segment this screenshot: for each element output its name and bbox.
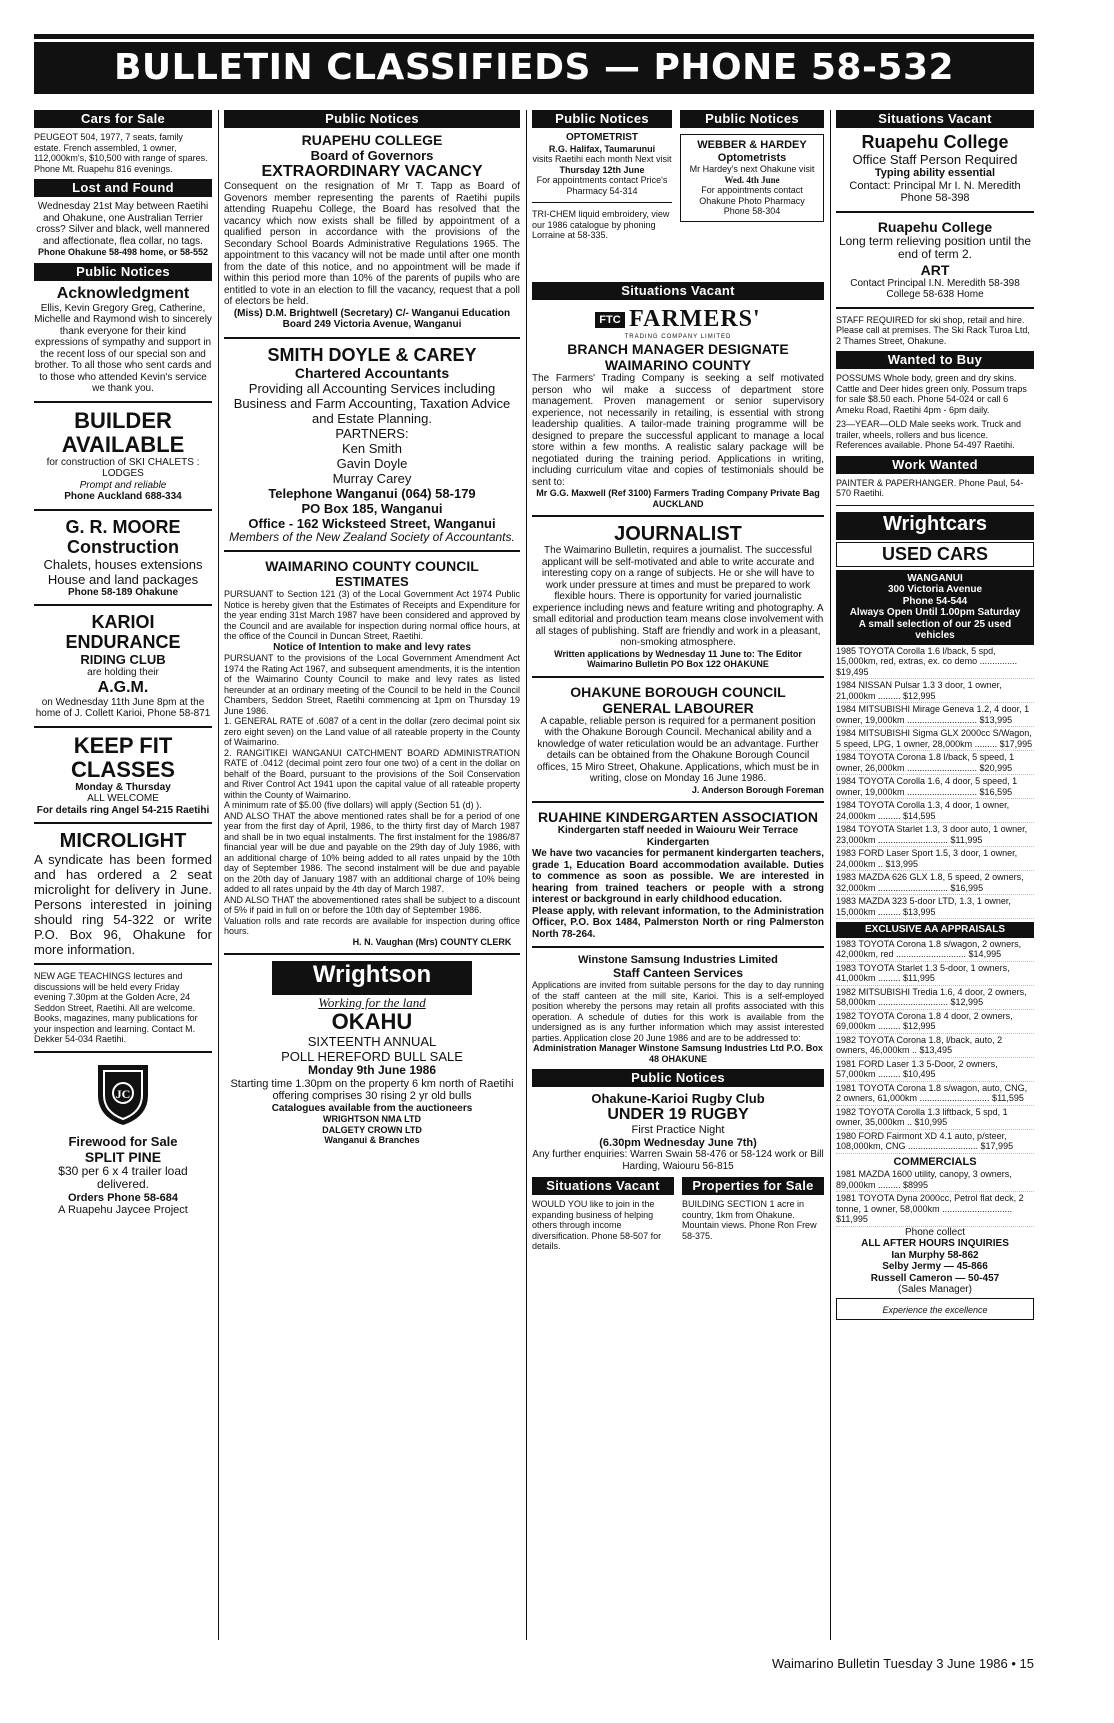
sdc-office: Office - 162 Wicksteed Street, Wanganui bbox=[248, 515, 496, 531]
rc2-contact: Contact Principal I.N. Meredith 58-398 College 58-638 Home bbox=[850, 277, 1020, 300]
sdc-telephone: Telephone Wanganui (064) 58-179 bbox=[268, 485, 476, 501]
rk-title: RUAHINE KINDERGARTEN ASSOCIATION bbox=[537, 809, 818, 825]
car-listing: 1984 TOYOTA Corona 1.8 l/back, 5 speed, 1 owner, 26,000km ............................ $20,995 bbox=[836, 751, 1034, 775]
ack-text: Ellis, Kevin Gregory Greg, Catherine, Michelle and Raymond wish to sincerely thank everyone for their kind expressions of sympathy and support in the recent loss of our special son and brother. To all those who sent cards and to those who attended Kevin's service we thank you. bbox=[34, 302, 212, 394]
possums-ad: POSSUMS Whole body, green and dry skins. Cattle and Deer hides green only. Possum traps for sale $8.50 each. Phone 54-024 or call 6 Ameku Road, Raetihi 4pm - 6pm daily. bbox=[836, 373, 1027, 415]
builder-italic: Prompt and reliable bbox=[79, 479, 167, 491]
firewood-sub: SPLIT PINE bbox=[84, 1148, 162, 1165]
wrightson-logo-text: Wrightson bbox=[312, 961, 432, 988]
rugby-time: (6.30pm Wednesday June 7th) bbox=[599, 1136, 757, 1149]
webber-hardey-box bbox=[680, 134, 824, 222]
car-listing: 1985 TOYOTA Corolla 1.6 l/back, 5 spd, 15,000km, red, extras, ex. co demo ............... $19,495 bbox=[836, 645, 1034, 680]
wcc-para-7: AND ALSO THAT the abovementioned rates shall be subject to a discount of 5% if paid in full on or before the 10th day of September 1986. bbox=[224, 894, 520, 915]
sdc-partner-2: Gavin Doyle bbox=[336, 455, 408, 471]
karioi-title: KARIOI ENDURANCE bbox=[65, 612, 181, 652]
college-title: RUAPEHU COLLEGE bbox=[301, 132, 443, 148]
aa-title: EXCLUSIVE AA APPRAISALS bbox=[864, 924, 1006, 935]
public-notices-header: Public Notices bbox=[532, 110, 672, 128]
car-listing: 1984 MITSUBISHI Sigma GLX 2000cc S/Wagon, 5 speed, LPG, 1 owner, 28,000km ......... $17,995 bbox=[836, 727, 1034, 751]
college-signature: (Miss) D.M. Brightwell (Secretary) C/- Wanganui Education Board 249 Victoria Avenue, Wanganui bbox=[233, 307, 511, 330]
car-listing: 1984 MITSUBISHI Mirage Geneva 1.2, 4 door, 1 owner, 19,000km ............................ $13,995 bbox=[836, 703, 1034, 727]
aa-car-listing: 1982 TOYOTA Corolla 1.3 liftback, 5 spd, 1 owner, 35,000km .. $10,995 bbox=[836, 1106, 1034, 1130]
aa-car-listing: 1983 TOYOTA Corona 1.8 s/wagon, 2 owners, 42,000km, red ............................ $14,995 bbox=[836, 938, 1034, 962]
svg-text:JC: JC bbox=[115, 1086, 131, 1101]
wcc-sub: ESTIMATES bbox=[335, 574, 409, 589]
builder-text: for construction of SKI CHALETS : LODGES bbox=[46, 456, 200, 479]
opt-title: OPTOMETRIST bbox=[565, 132, 639, 143]
wrightson-tagline: Working for the land bbox=[318, 995, 426, 1010]
situations-vacant-header: Situations Vacant bbox=[532, 1177, 674, 1195]
aa-car-listing: 1981 FORD Laser 1.3 5-Door, 2 owners, 57,000km ......... $10,495 bbox=[836, 1058, 1034, 1082]
car-listing: 1983 MAZDA 323 5-door LTD, 1.3, 1 owner, 15,000km ......... $13,995 bbox=[836, 895, 1034, 919]
aa-car-listing: 1980 FORD Fairmont XD 4.1 auto, p/steer, 108,000km, CNG ............................ $17,995 bbox=[836, 1130, 1034, 1154]
college-text: Consequent on the resignation of Mr T. Tapp as Board of Govenors member representing the parents of Raetihi pupils attending Ruapehu College, the Board has resolved that the vacancy which now exists shall be filled by appointment of a qualified person in accordance with the provisions of the Secondary School Boards Administrative Regulations 1965. The appointment to this vacancy will not be made until after one month from the date of this notice, and no appointment will be made if within this period more than 10% of the parents of pupils who are entitled to vote in an election to fill the vacancy, request that a poll of electors be held. bbox=[224, 181, 520, 307]
wcc-signature: H. N. Vaughan (Mrs) COUNTY CLERK bbox=[352, 936, 512, 947]
commercial-list bbox=[836, 1168, 1034, 1227]
moore-phone: Phone 58-189 Ohakune bbox=[67, 586, 179, 598]
public-notices-header: Public Notices bbox=[532, 1069, 824, 1087]
slogan: Experience the excellence bbox=[882, 1304, 988, 1315]
car-listing: 1983 MAZDA 626 GLX 1.8, 5 speed, 2 owners, 32,000km ............................ $16,995 bbox=[836, 871, 1034, 895]
public-notices-header: Public Notices bbox=[34, 263, 212, 281]
bm-text: The Farmers' Trading Company is seeking a self motivated person who wil make a success of department store management. Proven management or senior supervisory experience, not necessarily in retailing, is essential with strong leadership qualities. A tailor-made training programme will be designed to prepare the successful applicant to manage a local store within a few months. A realistic salary package will be negotiated during the training period. Applications in writing, including curriculum vitae and copies of testimonials should be sent to: bbox=[532, 373, 824, 488]
rk-sub: Kindergarten staff needed in Waiouru Weir Terrace Kindergarten bbox=[557, 825, 799, 848]
car-listing: 1983 FORD Laser Sport 1.5, 3 door, 1 owner, 24,000km .. $13,995 bbox=[836, 847, 1034, 871]
car-listing: 1984 TOYOTA Starlet 1.3, 3 door auto, 1 owner, 23,000km ............................ $11,995 bbox=[836, 823, 1034, 847]
microlight-text: A syndicate has been formed and has ordered a 2 seat microlight for delivery in June. Persons interested in joining should ring 54-322 or write P.O. Box 96, Ohakune for more information. bbox=[34, 852, 212, 957]
painter-ad: PAINTER & PAPERHANGER. Phone Paul, 54-570 Raetihi. bbox=[836, 477, 1024, 498]
commercial-listing: 1981 TOYOTA Dyna 2000cc, Petrol flat deck, 2 tonne, 1 owner, 58,000km ............................ $11,995 bbox=[836, 1192, 1034, 1227]
jaycee-emblem bbox=[34, 1059, 212, 1134]
opt-name: R.G. Halifax, Taumarunui bbox=[548, 143, 656, 154]
public-notices-header: Public Notices bbox=[680, 110, 824, 128]
sdc-po-box: PO Box 185, Wanganui bbox=[301, 500, 443, 516]
wcc-para-6: AND ALSO THAT the above mentioned rates shall be for a period of one year from the first day of April, 1986, to the thirty first day of March 1987 and shall be in two equal instalments. The first instalment for the 1986/87 financial year will be due and payable on the 29th day of July 1986, with an additional charge of 10% being added to all rates unpaid by the 10th day of September 1986. The second instalment will be due and payable on the 20th day of January 1987 with an additional charge of 10% being added to all rates unpaid by the 4th day of March 1987. bbox=[224, 810, 520, 894]
okahu-text: Starting time 1.30pm on the property 6 km north of Raetihi offering comprises 30 rising 2 yr old bulls bbox=[230, 1077, 514, 1102]
wcc-para-1: PURSUANT to Section 121 (3) of the Local Government Act 1974 Public Notice is hereby given that the Estimates of Receipts and Expenditure for the year ending 31st March 1987 have been considered and approved by the Council and are available for inspection during normal office hours, at the office of the Council in Duncan Street, Raetihi. bbox=[224, 589, 520, 641]
bm-address: Mr G.G. Maxwell (Ref 3100) Farmers Trading Company Private Bag AUCKLAND bbox=[536, 488, 820, 509]
wc-address: 300 Victoria Avenue bbox=[887, 584, 983, 595]
wcc-para-3: 1. GENERAL RATE of .6087 of a cent in the dollar (zero decimal point six zero eight seven) on the Land value of all rateable property in the County of Waimarino. bbox=[224, 716, 520, 747]
wcc-para-8: Valuation rolls and rate records are available for inspection during office hours. bbox=[224, 915, 520, 936]
column-1 bbox=[34, 110, 212, 1640]
wc-phone: Phone 54-544 bbox=[902, 595, 968, 607]
column-divider bbox=[830, 110, 831, 1640]
obc-text: A capable, reliable person is required for a permanent position with the Ohakune Borough Council. Mechanical ability and a knowledge of water reticulation would be an advantage. Further details can be obtained from the Ohakune Borough Council offices, 15 Miro Street, Ohakune. Applications, which must be in writing, close on Monday 16 June 1986. bbox=[536, 715, 820, 784]
would-you-ad bbox=[532, 1177, 674, 1252]
wcc-para-5: A minimum rate of $5.00 (five dollars) will apply (Section 51 (d) ). bbox=[224, 800, 482, 810]
commercials-title: COMMERCIALS bbox=[893, 1155, 977, 1168]
sdc-sub: Chartered Accountants bbox=[294, 364, 450, 381]
wrightcars-logo-text: Wrightcars bbox=[882, 512, 988, 535]
situations-vacant-header: Situations Vacant bbox=[532, 282, 824, 300]
bm-title: BRANCH MANAGER DESIGNATE WAIMARINO COUNTY bbox=[567, 341, 789, 373]
aa-car-listing: 1982 MITSUBISHI Tredia 1.6, 4 door, 2 owners, 58,000km ............................ $12,995 bbox=[836, 986, 1034, 1010]
page-banner: BULLETIN CLASSIFIEDS — PHONE 58-532 bbox=[34, 42, 1034, 94]
yearold-ad: 23—YEAR—OLD Male seeks work. Truck and trailer, wheels, rollers and bus licence. References available. Phone 54-497 Raetihi. bbox=[836, 419, 1022, 450]
rk-text: We have two vacancies for permanent kindergarten teachers, grade 1, Education Board accommodation available. Duties to commence as soon as possible. We are interested in hearing from trained teachers or people with a strong interest or background in early childhood education. bbox=[532, 848, 824, 905]
wrightcars-logo bbox=[836, 512, 1034, 540]
webber-hardey-ad bbox=[680, 110, 824, 222]
farmers-badge: FTC bbox=[595, 312, 624, 328]
okahu-sub-2: POLL HEREFORD BULL SALE bbox=[281, 1049, 463, 1064]
staff-required-ad: STAFF REQUIRED for ski shop, retail and hire. Please call at premises. The Ski Rack Turoa Ltd, 2 Thames Street, Ohakune. bbox=[836, 314, 1030, 346]
farmers-logo-text: FARMERS' bbox=[629, 306, 761, 332]
sdc-partner-1: Ken Smith bbox=[342, 440, 402, 456]
keepfit-title: KEEP FIT CLASSES bbox=[71, 732, 175, 782]
aa-car-list bbox=[836, 938, 1034, 1154]
aa-car-listing: 1982 TOYOTA Corona 1.8 4 door, 2 owners, 69,000km ......... $12,995 bbox=[836, 1010, 1034, 1034]
sdc-partner-3: Murray Carey bbox=[332, 470, 412, 486]
jaycee-shield-icon bbox=[88, 1059, 158, 1129]
wanted-to-buy-header: Wanted to Buy bbox=[836, 351, 1034, 369]
wrightcars-info bbox=[836, 570, 1034, 645]
column-divider bbox=[526, 110, 527, 1640]
microlight-title: MICROLIGHT bbox=[59, 830, 187, 852]
firewood-sig: A Ruapehu Jaycee Project bbox=[58, 1204, 188, 1216]
okahu-date: Monday 9th June 1986 bbox=[307, 1063, 437, 1077]
properties-for-sale-header: Properties for Sale bbox=[682, 1177, 824, 1195]
newspaper-page bbox=[34, 34, 1034, 1684]
obc-title: OHAKUNE BOROUGH COUNCIL bbox=[570, 683, 786, 700]
aa-car-listing: 1983 TOYOTA Starlet 1.3 5-door, 1 owners, 41,000km ......... $11,995 bbox=[836, 962, 1034, 986]
would-you-text: WOULD YOU like to join in the expanding business of helping others through income diversification. Phone 58-507 for details. bbox=[532, 1199, 662, 1251]
peugeot-ad: PEUGEOT 504, 1977, 7 seats, family estate. French assembled, 1 owner, 112,000km's, $10,500 with range of spares. Phone Mt. Ruapehu 816 evenings. bbox=[34, 132, 208, 174]
wh-sub: Optometrists bbox=[717, 151, 787, 164]
new-age-ad: NEW AGE TEACHINGS lectures and discussions will be held every Friday evening 7.30pm at the Golden Acre, 24 Seddon Street, Raetihi. All are welcome. Books, magazines, many publications for your inspection and learning. Contact M. Dekker 54-034 Raetihi. bbox=[34, 971, 198, 1044]
wh-contact: For appointments contact Ohakune Photo Pharmacy Phone 58-304 bbox=[699, 185, 805, 216]
salesperson-3: Russell Cameron — 50-457 bbox=[870, 1272, 1000, 1284]
salesperson-1: Ian Murphy 58-862 bbox=[891, 1249, 979, 1261]
karioi-text2: on Wednesday 11th June 8pm at the home of J. Collett Karioi, Phone 58-871 bbox=[35, 696, 211, 719]
commercial-listing: 1981 MAZDA 1600 utility, canopy, 3 owners, 89,000km ......... $8995 bbox=[836, 1168, 1034, 1192]
sdc-text: Providing all Accounting Services including Business and Farm Accounting, Taxation Advice and Estate Planning. bbox=[233, 380, 511, 426]
ws-sub: Staff Canteen Services bbox=[612, 965, 744, 980]
aa-car-listing: 1981 TOYOTA Corona 1.8 s/wagon, auto, CNG, 2 owners, 61,000km ............................ $11,595 bbox=[836, 1082, 1034, 1106]
opt-date: Thursday 12th June bbox=[559, 164, 645, 175]
keepfit-welcome: ALL WELCOME bbox=[87, 793, 159, 804]
column-4 bbox=[836, 110, 1034, 1640]
okahu-title: OKAHU bbox=[331, 1009, 413, 1034]
okahu-auctioneer-1: WRIGHTSON NMA LTD bbox=[323, 1114, 421, 1124]
rugby-title: Ohakune-Karioi Rugby Club bbox=[591, 1091, 765, 1106]
okahu-catalogues: Catalogues available from the auctioneers bbox=[271, 1102, 473, 1114]
lost-ad-phone: Phone Ohakune 58-498 home, or 58-552 bbox=[37, 247, 209, 257]
used-cars-label: USED CARS bbox=[881, 543, 988, 564]
aa-appraisals-header bbox=[836, 922, 1034, 938]
builder-title: BUILDER AVAILABLE bbox=[61, 407, 185, 457]
karioi-agm: A.G.M. bbox=[97, 678, 149, 696]
wh-title: WEBBER & HARDEY bbox=[697, 139, 807, 151]
slogan-box bbox=[836, 1298, 1034, 1320]
wh-text: Mr Hardey's next Ohakune visit bbox=[689, 164, 815, 174]
page-footer: Waimarino Bulletin Tuesday 3 June 1986 • 15 bbox=[771, 1656, 1034, 1671]
building-section-ad bbox=[682, 1177, 824, 1241]
aa-car-listing: 1982 TOYOTA Corona 1.8, l/back, auto, 2 owners, 46,000km .. $13,495 bbox=[836, 1034, 1034, 1058]
rc1-sub: Office Staff Person Required bbox=[852, 152, 1018, 167]
sdc-partners: PARTNERS: bbox=[335, 425, 409, 441]
firewood-phone: Orders Phone 58-684 bbox=[67, 1191, 179, 1204]
rc2-text: Long term relieving position until the end of term 2. bbox=[838, 233, 1032, 261]
farmers-logo bbox=[532, 306, 824, 333]
wcc-para-4: 2. RANGITIKEI WANGANUI CATCHMENT BOARD ADMINISTRATION RATE of .0412 (decimal point zero four one two) of a cent in the dollar on behalf of the Board, pursuant to the provisions of the Soil Conservation and River Control Act 1941 upon the capital value of all rateable property within the County of Waimarino. bbox=[224, 747, 520, 800]
okahu-auctioneer-3: Wanganui & Branches bbox=[324, 1135, 420, 1145]
rc1-skill: Typing ability essential bbox=[874, 167, 996, 179]
rugby-night: First Practice Night bbox=[631, 1124, 725, 1136]
okahu-auctioneer-2: DALGETY CROWN LTD bbox=[322, 1124, 422, 1135]
phone-collect: Phone collect bbox=[904, 1226, 966, 1238]
column-divider bbox=[218, 110, 219, 1640]
salesperson-3-role: (Sales Manager) bbox=[898, 1284, 972, 1295]
moore-sub: Construction bbox=[67, 536, 179, 557]
obc-sub: GENERAL LABOURER bbox=[602, 699, 754, 716]
opt-contact: For appointments contact Price's Pharmacy 54-314 bbox=[536, 175, 668, 196]
ws-title: Winstone Samsung Industries Limited bbox=[578, 954, 778, 966]
cars-for-sale-header: Cars for Sale bbox=[34, 110, 212, 128]
wcc-para-2: PURSUANT to the provisions of the Local Government Amendment Act 1974 the Rating Act 1967, and subsequent amendments, it is the intention of the Waimarino County Council to make and levy rates as listed hereunder at an ordinary meeting of the Council to be held in the Council Chambers, Seddon Street, Raetihi commencing at 1pm on Thursday 19 June 1986. bbox=[224, 653, 520, 716]
work-wanted-header: Work Wanted bbox=[836, 456, 1034, 474]
keepfit-days: Monday & Thursday bbox=[75, 781, 171, 793]
wc-open: Always Open Until 1.00pm Saturday bbox=[849, 607, 1021, 618]
ws-text: Applications are invited from suitable persons for the day to day running of the staff canteen at the mill site, Karioi. This is a self-employed position whereby the persons may retain all profits associated with this operation. A schedule of duties for this work is available from the undersigned as is any further information which may assist interested parties. Application close 20 June 1986 and are to be addressed to: bbox=[532, 980, 824, 1043]
wcc-title: WAIMARINO COUNTY COUNCIL bbox=[265, 558, 479, 574]
car-listing: 1984 NISSAN Pulsar 1.3 3 door, 1 owner, 21,000km ......... $12,995 bbox=[836, 679, 1034, 703]
journalist-text: The Waimarino Bulletin, requires a journalist. The successful applicant will be self-motivated and able to write accurate and interesting copy on a range of subjects. He or she will have to work under pressure at times and must be prepared to work flexible hours. There is opportunity for varied journalistic experience including news and feature writing and photography. A small editorial and production team means close involvement with all stages of publishing. Staff are friendly and work in a pleasant, non-smoking atmosphere. bbox=[532, 545, 824, 648]
okahu-sub-1: SIXTEENTH ANNUAL bbox=[307, 1034, 437, 1049]
karioi-text1: are holding their bbox=[87, 667, 159, 678]
used-cars-box bbox=[836, 542, 1034, 567]
obc-signature: J. Anderson Borough Foreman bbox=[691, 784, 824, 795]
wrightson-logo bbox=[272, 961, 472, 995]
college-sub: Board of Governors bbox=[310, 148, 434, 163]
lost-found-header: Lost and Found bbox=[34, 179, 212, 197]
rc1-contact: Contact: Principal Mr I. N. Meredith Phone 58-398 bbox=[849, 179, 1021, 204]
moore-text: Chalets, houses extensions House and land packages bbox=[43, 556, 203, 587]
rc2-title: Ruapehu College bbox=[877, 218, 993, 235]
public-notices-header: Public Notices bbox=[224, 110, 520, 128]
wcc-heading-2: Notice of Intention to make and levy rates bbox=[273, 641, 471, 653]
journalist-title: JOURNALIST bbox=[614, 523, 742, 545]
salesperson-2: Selby Jermy — 45-866 bbox=[882, 1261, 988, 1272]
situations-vacant-header: Situations Vacant bbox=[836, 110, 1034, 128]
rugby-text: Any further enquiries: Warren Swain 58-476 or 58-124 work or Bill Harding, Waiouru 56-815 bbox=[532, 1149, 824, 1172]
car-listing: 1984 TOYOTA Corolla 1.6, 4 door, 5 speed, 1 owner, 19,000km ............................ $16,595 bbox=[836, 775, 1034, 799]
opt-text: visits Raetihi each month Next visit bbox=[532, 154, 672, 164]
college-vacancy: EXTRAORDINARY VACANCY bbox=[261, 163, 483, 180]
wc-city: WANGANUI bbox=[907, 572, 963, 584]
firewood-title: Firewood for Sale bbox=[68, 1133, 178, 1149]
optometrist-ad bbox=[532, 110, 672, 241]
moore-title: G. R. MOORE bbox=[65, 516, 181, 537]
journalist-address: Written applications by Wednesday 11 June to: The Editor Waimarino Bulletin PO Box 122 OHAKUNE bbox=[554, 648, 802, 669]
builder-phone: Phone Auckland 688-334 bbox=[64, 491, 182, 502]
column-2 bbox=[224, 110, 520, 1640]
firewood-text: $30 per 6 x 4 trailer load delivered. bbox=[58, 1163, 188, 1191]
sdc-title: SMITH DOYLE & CAREY bbox=[267, 344, 477, 365]
after-hours: ALL AFTER HOURS INQUIRIES bbox=[861, 1238, 1009, 1249]
building-section-text: BUILDING SECTION 1 acre in country, 1km from Ohakune. Mountain views. Phone Ron Frew 58-375. bbox=[682, 1199, 817, 1241]
car-listing: 1984 TOYOTA Corolla 1.3, 4 door, 1 owner, 24,000km ......... $14,595 bbox=[836, 799, 1034, 823]
keepfit-details: For details ring Angel 54-215 Raetihi bbox=[36, 804, 210, 816]
lost-ad-text: Wednesday 21st May between Raetihi and Ohakune, one Australian Terrier cross? Silver and black, well mannered and affectionate, flea collar, no tags. bbox=[36, 201, 210, 247]
wh-date: Wed. 4th June bbox=[724, 174, 780, 185]
karioi-sub: RIDING CLUB bbox=[80, 652, 166, 667]
sdc-member: Members of the New Zealand Society of Accountants. bbox=[229, 529, 515, 544]
rc1-title: Ruapehu College bbox=[861, 132, 1009, 152]
classified-columns bbox=[34, 110, 1034, 1640]
optometrist-row bbox=[532, 110, 824, 282]
wc-small: A small selection of our 25 used vehicles bbox=[858, 618, 1012, 641]
ws-address: Administration Manager Winstone Samsung Industries Ltd P.O. Box 48 OHAKUNE bbox=[533, 1043, 823, 1064]
used-car-list bbox=[836, 645, 1034, 920]
rc2-art: ART bbox=[920, 261, 950, 278]
rk-apply: Please apply, with relevant information, to the Administration Officer, P.O. Box 1484, Palmerston North or ring Palmerston North 78-264. bbox=[532, 905, 824, 940]
top-rule bbox=[34, 34, 1034, 39]
ack-title: Acknowledgment bbox=[56, 284, 190, 302]
column-3 bbox=[532, 110, 824, 1640]
farmers-sub: TRADING COMPANY LIMITED bbox=[624, 334, 732, 340]
trichem-ad: TRI-CHEM liquid embroidery, view our 1986 catalogue by phoning Lorraine at 58-335. bbox=[532, 209, 670, 240]
rugby-sub: UNDER 19 RUGBY bbox=[607, 1106, 749, 1123]
